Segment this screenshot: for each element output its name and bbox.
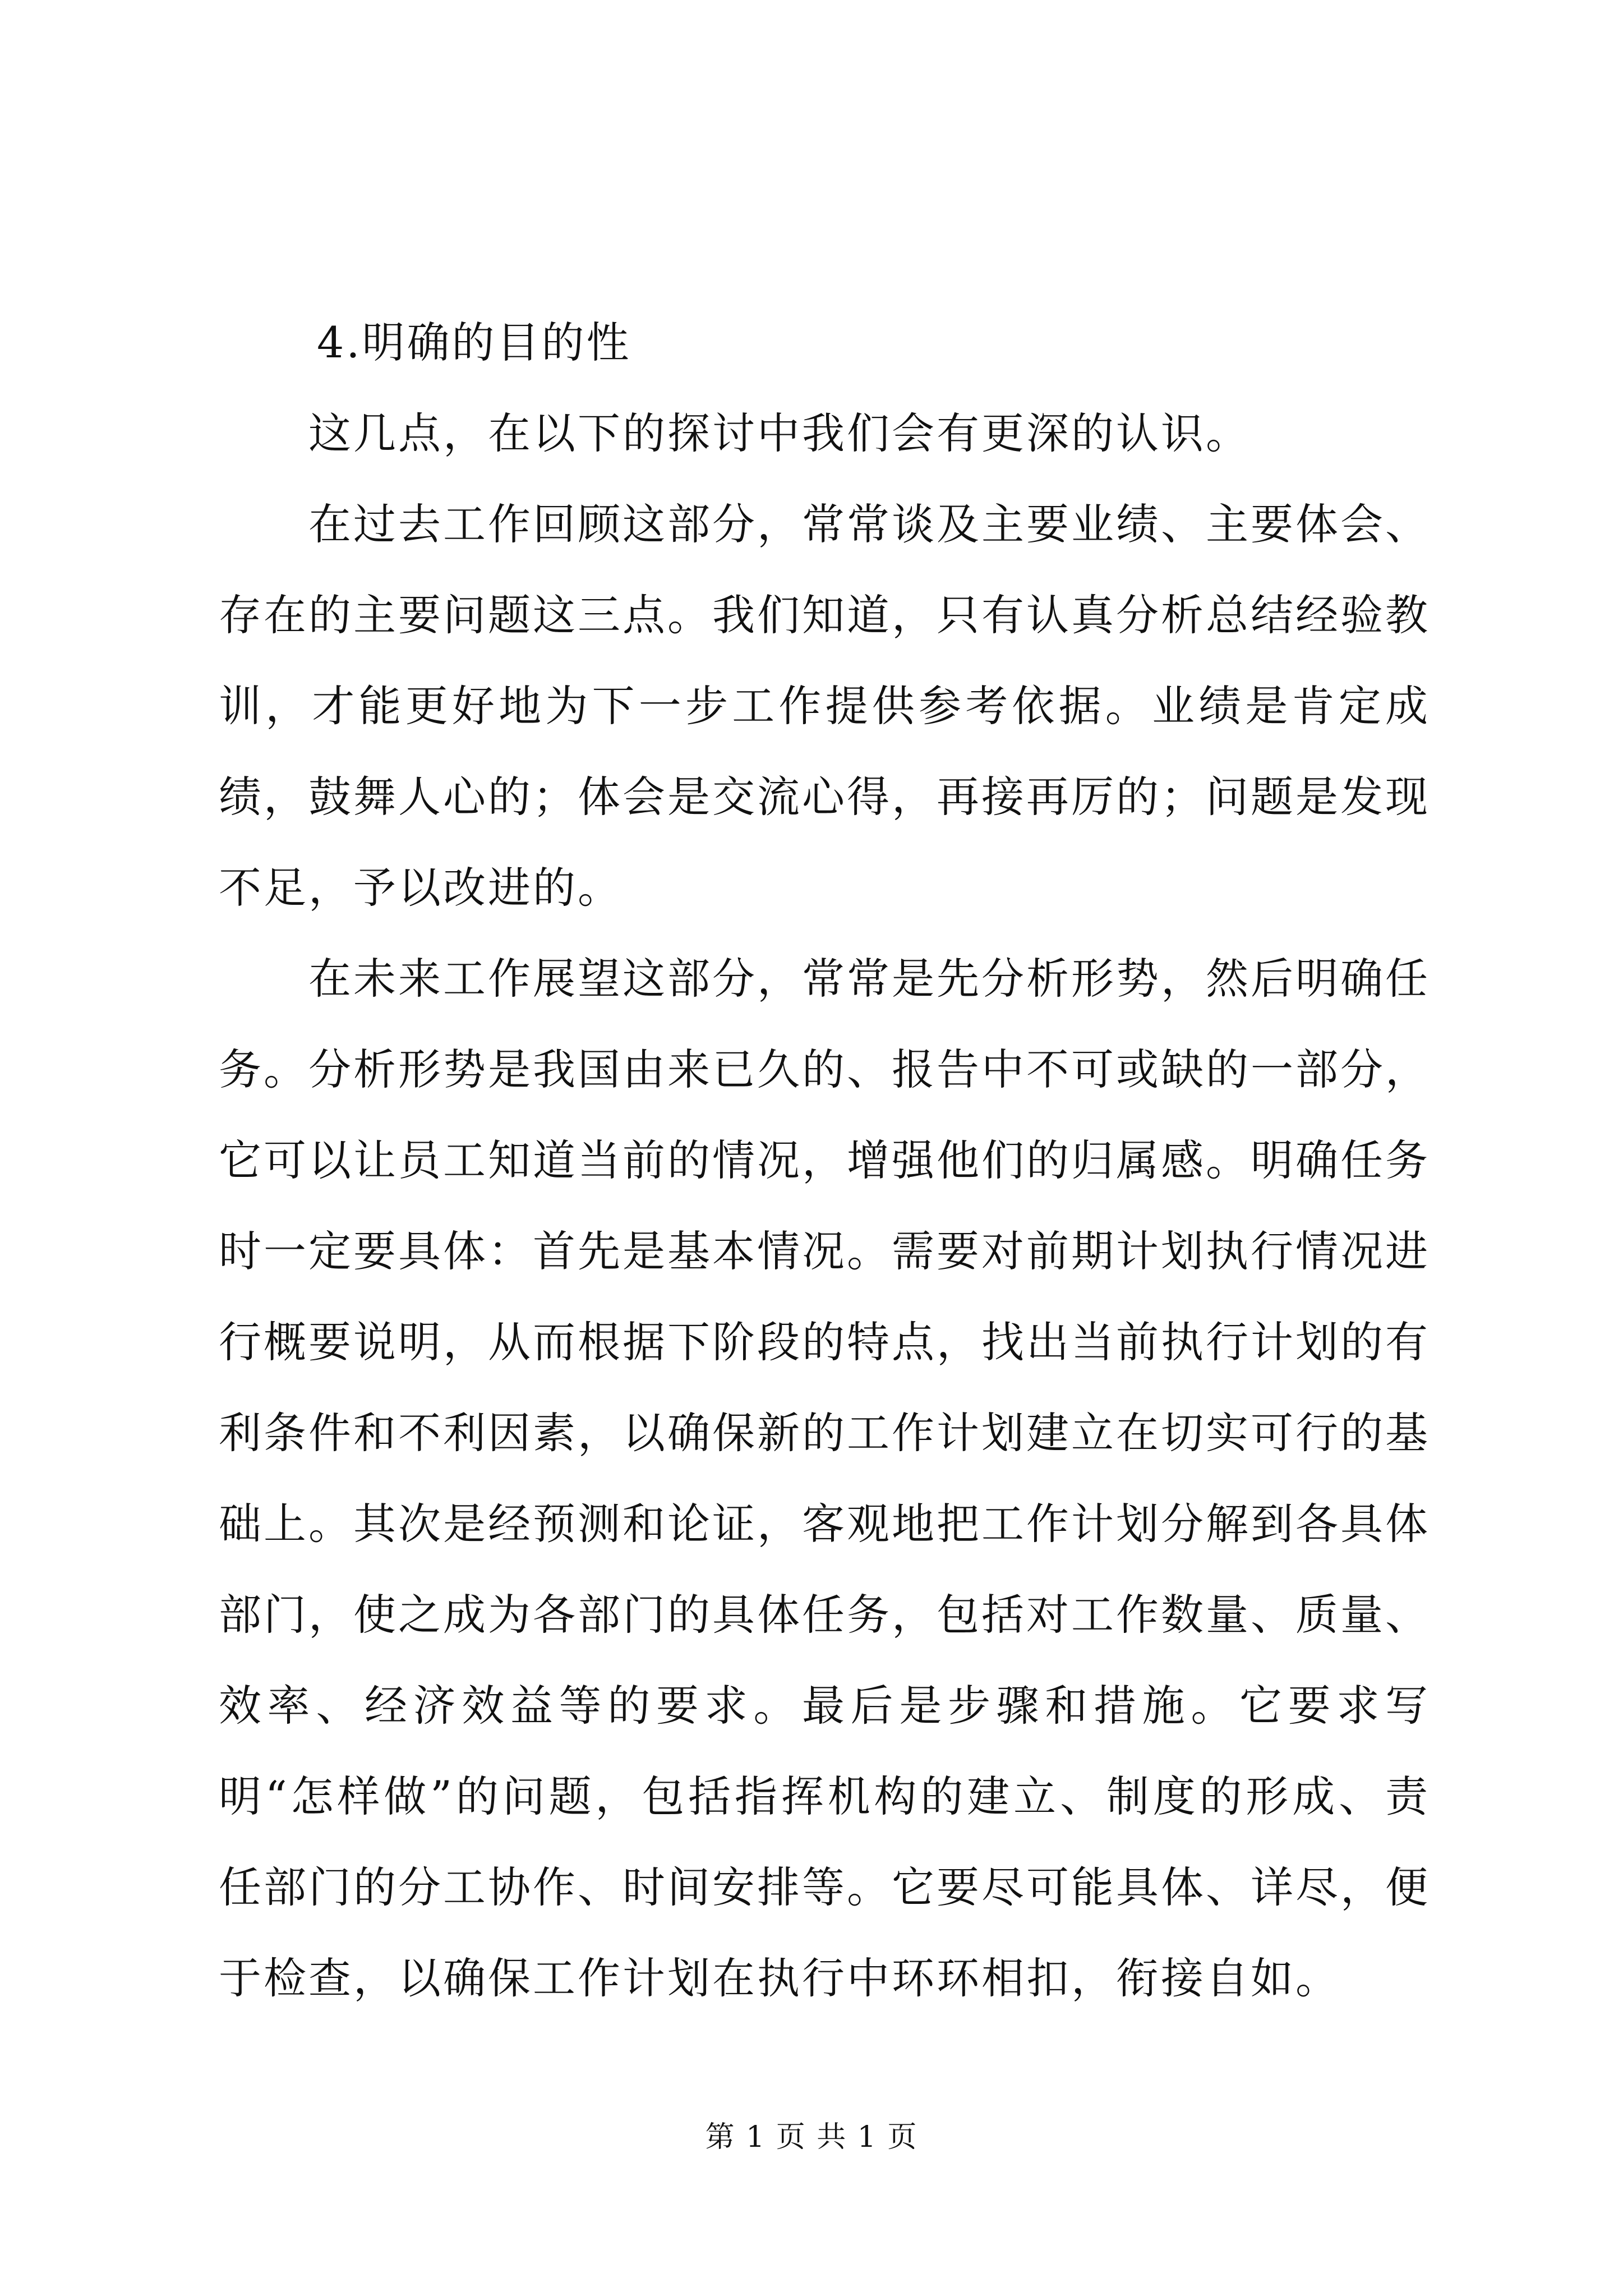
paragraph-intro: 这几点，在以下的探讨中我们会有更深的认识。: [308, 408, 1251, 458]
document-body: [219, 297, 1430, 2024]
paragraph-review: 在过去工作回顾这部分，常常谈及主要业绩、主要体会、存在的主要问题这三点。我们知道，只有认真分析总结经验教训，才能更好地为下一步工作提供参考依据。业绩是肯定成绩，鼓舞人心的；体会是交流心得，再接再厉的；问题是发现不足，予以改进的。: [219, 499, 1430, 913]
paragraph-outlook: 在未来工作展望这部分，常常是先分析形势，然后明确任务。分析形势是我国由来已久的、报告中不可或缺的一部分，它可以让员工知道当前的情况，增强他们的归属感。明确任务时一定要具体：首先是基本情况。需要对前期计划执行情况进行概要说明，从而根据下阶段的特点，找出当前执行计划的有利条件和不利因素，以确保新的工作计划建立在切实可行的基础上。其次是经预测和论证，客观地把工作计划分解到各具体部门，使之成为各部门的具体任务，包括对工作数量、质量、效率、经济效益等的要求。最后是步骤和措施。它要求写明“怎样做”的问题，包括指挥机构的建立、制度的形成、责任部门的分工协作、时间安排等。它要尽可能具体、详尽，便于检查，以确保工作计划在执行中环环相扣，衔接自如。: [219, 954, 1430, 2003]
page-footer: 第 1 页 共 1 页: [705, 2120, 918, 2154]
section-heading: 4.明确的目的性: [317, 318, 631, 367]
